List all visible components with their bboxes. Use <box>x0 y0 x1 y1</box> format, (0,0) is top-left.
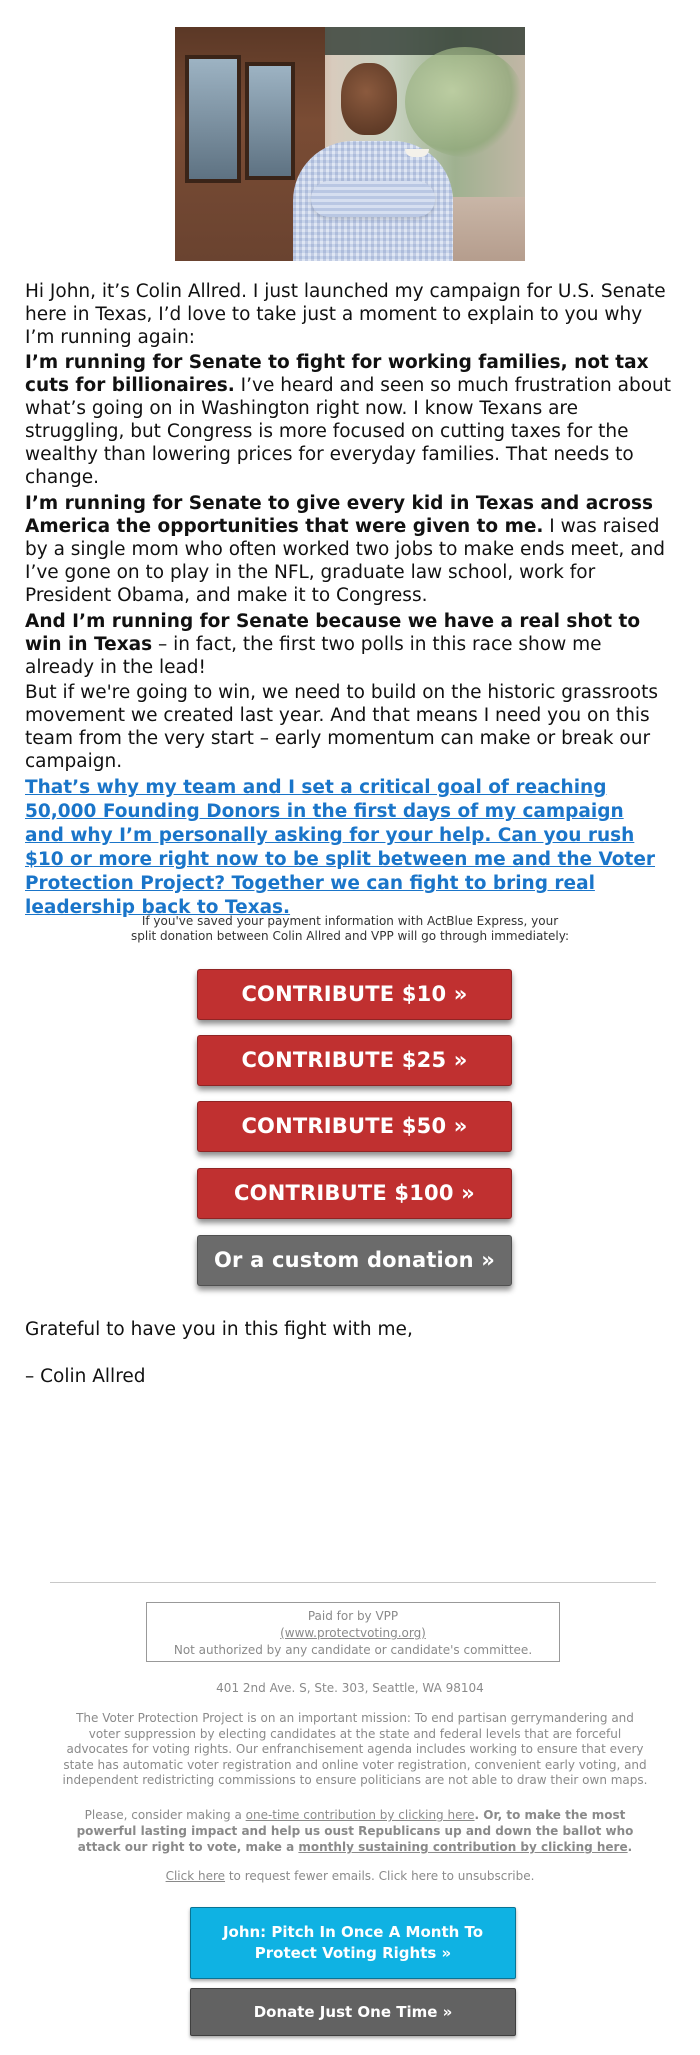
closing-line: Grateful to have you in this fight with me, <box>25 1319 413 1340</box>
appeal-end: . <box>627 1840 633 1854</box>
unsubscribe-text[interactable]: to request fewer emails. Click here to unsubscribe. <box>225 1869 535 1883</box>
paragraph-text: – in fact, the first two polls in this race show me already in the lead! <box>25 634 602 678</box>
paragraph-text: I’ve heard and seen so much frustration about what’s going on in Washington right now. I know Texans are struggling, but Congress is more focused on cutting taxes for the wealthy than lowering prices for everyday families. That needs to change. <box>25 375 671 488</box>
paid-by-text: Paid for by VPP <box>307 1609 399 1623</box>
vpp-website-link[interactable]: (www.protectvoting.org) <box>280 1626 426 1640</box>
contribute-50-button[interactable]: CONTRIBUTE $50 » <box>197 1101 512 1152</box>
photo-window <box>185 55 241 183</box>
photo-awning <box>325 27 525 55</box>
not-authorized-text: Not authorized by any candidate or candidate's committee. <box>173 1643 533 1657</box>
photo-person <box>293 63 453 261</box>
opportunities-paragraph <box>25 492 675 607</box>
appeal-bold-text: . Or, to make the most powerful lasting impact and help us oust Republicans up and down the ballot who attack our right to vote, make a <box>76 1808 634 1854</box>
actblue-express-note: If you've saved your payment information with ActBlue Express, your split donation between Colin Allred and VPP will go through immediately: <box>131 914 569 943</box>
win-texas-paragraph <box>25 610 675 679</box>
mailing-address: 401 2nd Ave. S, Ste. 303, Seattle, WA 98104 <box>216 1681 484 1695</box>
fewer-emails-link[interactable]: Click here <box>165 1869 226 1883</box>
email-preferences <box>0 1869 700 1883</box>
paid-for-box <box>146 1602 560 1662</box>
photo-head <box>341 63 397 135</box>
paragraph-lead: I’m running for Senate to give every kid in Texas and across America the opportunities that were given to me. <box>25 493 654 537</box>
contribute-10-button[interactable]: CONTRIBUTE $10 » <box>197 969 512 1020</box>
working-families-paragraph <box>25 351 675 489</box>
mission-statement: The Voter Protection Project is on an important mission: To end partisan gerrymandering and voter suppression by electing candidates at the state and federal levels that are forceful advocates for voting rights. Our enfranchisement agenda includes working to ensure that every state has automatic voter registration and online voter registration, convenient early voting, and independent redistricting commissions to ensure politicians are not able to draw their own maps. <box>62 1711 648 1787</box>
paragraph-text: I was raised by a single mom who often worked two jobs to make ends meet, and I’ve gone on to play in the NFL, graduate law school, work for President Obama, and make it to Congress. <box>25 516 666 606</box>
signature: – Colin Allred <box>25 1366 146 1387</box>
photo-crossed-arms <box>311 181 435 217</box>
contribution-appeal <box>60 1807 650 1855</box>
paragraph-lead: And I’m running for Senate because we have a real shot to win in Texas <box>25 611 641 655</box>
grassroots-paragraph: But if we're going to win, we need to build on the historic grassroots movement we created last year. And that means I need you on this team from the very start – early momentum can make or break our campaign. <box>25 682 658 772</box>
intro-paragraph: Hi John, it’s Colin Allred. I just launched my campaign for U.S. Senate here in Texas, I’d love to take just a moment to explain to you why I’m running again: <box>25 281 666 348</box>
donate-ask-link[interactable]: That’s why my team and I set a critical goal of reaching 50,000 Founding Donors in the first days of my campaign and why I’m personally asking for your help. Can you rush $10 or more right now to be split between me and the Voter Protection Project? Together we can fight to bring real leadership back to Texas. <box>25 777 656 918</box>
monthly-donation-button[interactable]: John: Pitch In Once A Month To Protect Voting Rights » <box>190 1907 516 1979</box>
paragraph-lead: I’m running for Senate to fight for working families, not tax cuts for billionaires. <box>25 352 649 396</box>
contribute-100-button[interactable]: CONTRIBUTE $100 » <box>197 1168 512 1219</box>
appeal-text: Please, consider making a <box>84 1808 246 1822</box>
candidate-photo <box>175 27 525 261</box>
monthly-contribution-link[interactable]: monthly sustaining contribution by clicking here <box>298 1840 628 1854</box>
footer-divider <box>50 1582 656 1583</box>
one-time-contribution-link[interactable]: one-time contribution by clicking here <box>245 1808 475 1822</box>
contribute-25-button[interactable]: CONTRIBUTE $25 » <box>197 1035 512 1086</box>
custom-donation-button[interactable]: Or a custom donation » <box>197 1235 512 1286</box>
photo-window <box>245 62 295 180</box>
one-time-donation-button[interactable]: Donate Just One Time » <box>190 1988 516 2036</box>
